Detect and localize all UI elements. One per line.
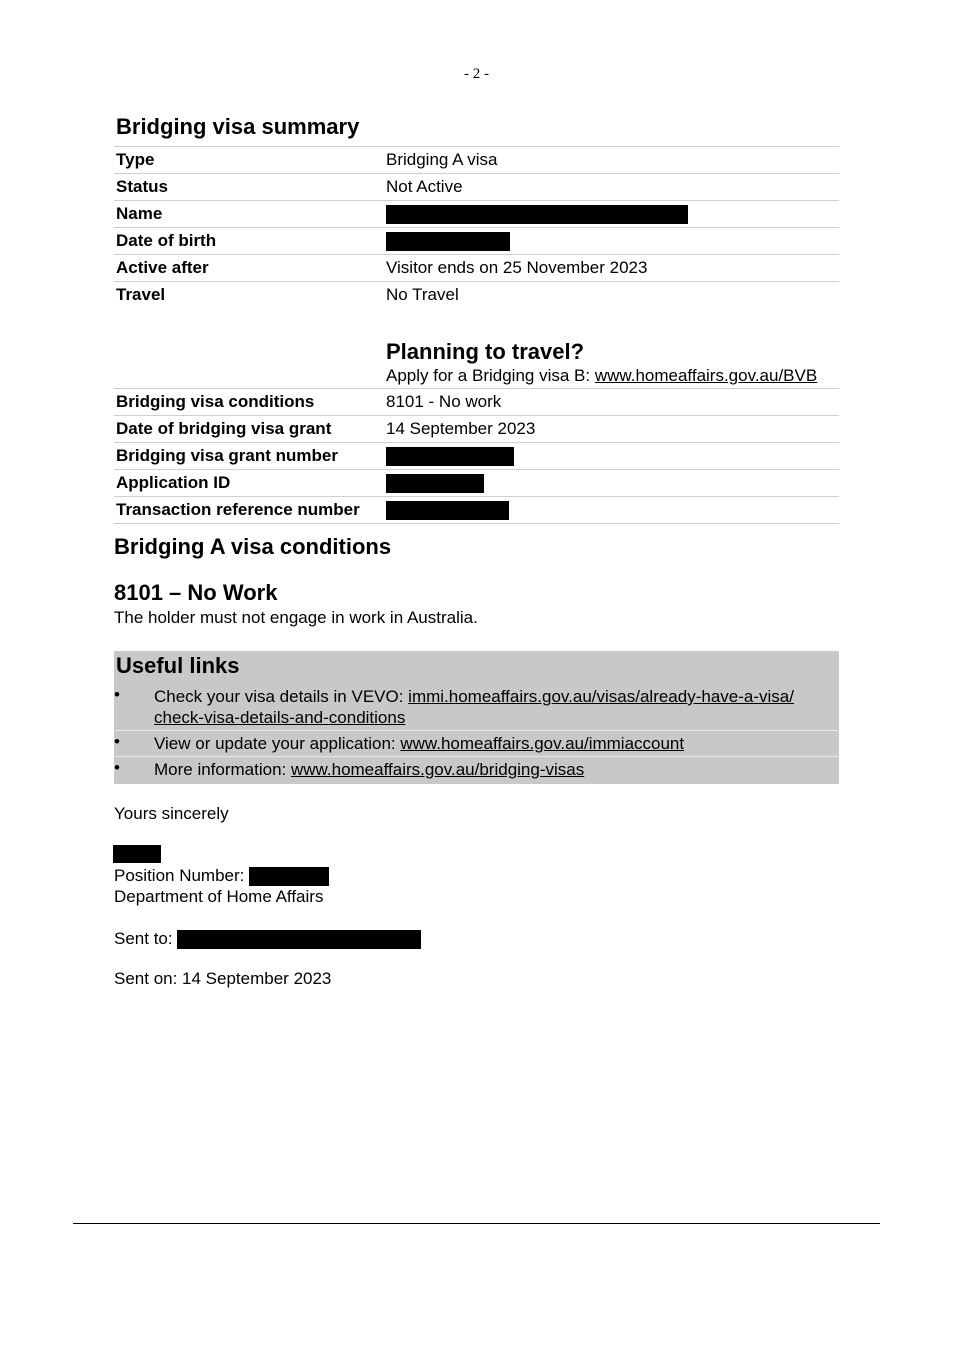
condition-code-heading: 8101 – No Work — [114, 580, 278, 605]
row-value-dob — [384, 228, 839, 255]
sent-on-line: Sent on: 14 September 2023 — [114, 969, 332, 988]
row-value-travel: No Travel — [384, 282, 839, 309]
row-label-active-after: Active after — [114, 255, 384, 282]
bullet-icon: • — [114, 685, 120, 704]
link-prefix: More information: — [154, 760, 291, 779]
planning-spacer — [114, 308, 384, 389]
footer-divider — [73, 1223, 880, 1224]
row-label-dob: Date of birth — [114, 228, 384, 255]
table-row — [114, 389, 839, 416]
table-row — [114, 497, 839, 524]
planning-cell — [384, 308, 839, 389]
planning-row — [114, 308, 839, 389]
redaction-bar — [386, 205, 688, 224]
bridging-visas-link[interactable]: www.homeaffairs.gov.au/bridging-visas — [291, 760, 585, 779]
table-row — [114, 416, 839, 443]
row-value-grant-number — [384, 443, 839, 470]
row-label-application-id: Application ID — [114, 470, 384, 497]
row-label-grant-number: Bridging visa grant number — [114, 443, 384, 470]
table-row — [114, 255, 839, 282]
row-value-transaction-ref — [384, 497, 839, 524]
row-value-conditions: 8101 - No work — [384, 389, 839, 416]
table-row — [114, 174, 839, 201]
table-row — [114, 282, 839, 309]
row-label-transaction-ref: Transaction reference number — [114, 497, 384, 524]
useful-links-box — [114, 651, 839, 784]
row-label-conditions: Bridging visa conditions — [114, 389, 384, 416]
table-row — [114, 470, 839, 497]
row-label-grant-date: Date of bridging visa grant — [114, 416, 384, 443]
bullet-icon: • — [114, 758, 120, 777]
row-value-grant-date: 14 September 2023 — [384, 416, 839, 443]
summary-title: Bridging visa summary — [116, 114, 360, 139]
row-label-type: Type — [114, 147, 384, 174]
redaction-bar — [386, 232, 510, 251]
redaction-bar — [386, 447, 514, 466]
row-label-name: Name — [114, 201, 384, 228]
link-prefix: Check your visa details in VEVO: — [154, 687, 409, 706]
bvb-link[interactable]: www.homeaffairs.gov.au/BVB — [594, 366, 818, 385]
link-prefix: View or update your application: — [154, 734, 401, 753]
redaction-bar — [249, 867, 329, 886]
vevo-link-continued[interactable]: check-visa-details-and-conditions — [154, 708, 406, 727]
position-number-line — [114, 866, 329, 886]
row-value-status: Not Active — [384, 174, 839, 201]
signature-redaction — [113, 845, 161, 863]
redaction-bar — [386, 474, 484, 493]
list-item — [114, 756, 839, 782]
table-row — [114, 443, 839, 470]
visa-summary-table — [114, 146, 839, 524]
row-label-status: Status — [114, 174, 384, 201]
row-value-name — [384, 201, 839, 228]
position-number-label: Position Number: — [114, 866, 250, 885]
redaction-bar — [177, 930, 421, 949]
immiaccount-link[interactable]: www.homeaffairs.gov.au/immiaccount — [400, 734, 685, 753]
list-item — [114, 730, 839, 756]
condition-text: The holder must not engage in work in Australia. — [114, 608, 478, 627]
sent-to-line — [114, 929, 421, 949]
page-number: - 2 - — [464, 66, 489, 82]
table-row — [114, 201, 839, 228]
bullet-icon: • — [114, 732, 120, 751]
row-value-active-after: Visitor ends on 25 November 2023 — [384, 255, 839, 282]
conditions-title: Bridging A visa conditions — [114, 534, 392, 559]
closing-salutation: Yours sincerely — [114, 804, 229, 823]
vevo-link[interactable]: immi.homeaffairs.gov.au/visas/already-have-a-visa/ — [408, 687, 794, 706]
table-row — [114, 228, 839, 255]
department-name: Department of Home Affairs — [114, 887, 324, 906]
redaction-bar — [386, 501, 509, 520]
useful-links-title: Useful links — [116, 653, 240, 678]
row-value-application-id — [384, 470, 839, 497]
planning-text-line — [386, 366, 837, 386]
row-value-type: Bridging A visa — [384, 147, 839, 174]
list-item — [114, 684, 839, 730]
sent-to-label: Sent to: — [114, 929, 178, 948]
useful-links-list — [114, 684, 839, 782]
table-row — [114, 147, 839, 174]
planning-text: Apply for a Bridging visa B: — [386, 366, 595, 385]
planning-heading: Planning to travel? — [386, 339, 585, 364]
row-label-travel: Travel — [114, 282, 384, 309]
